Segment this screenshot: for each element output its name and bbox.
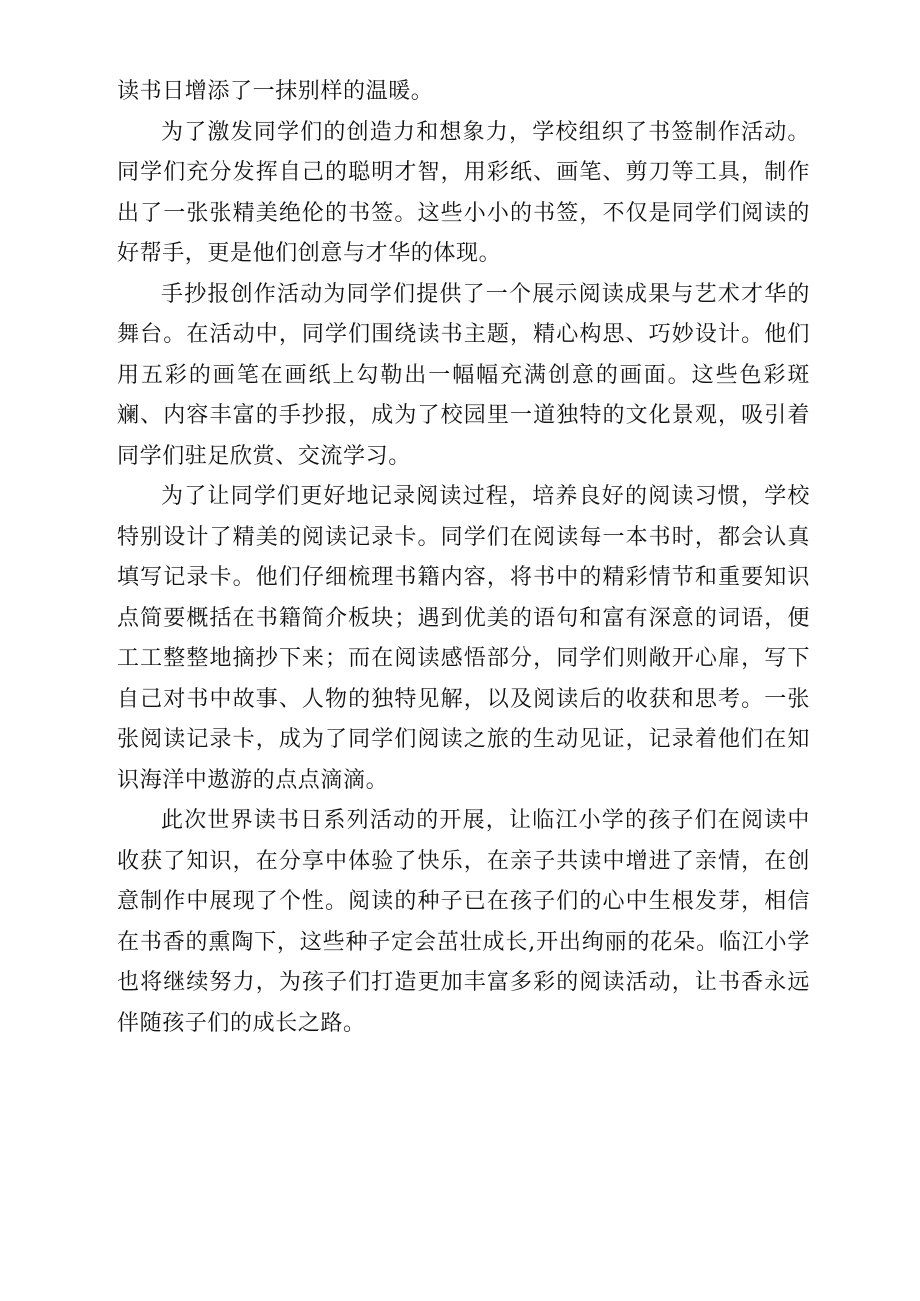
paragraph-bookmark-activity: 为了激发同学们的创造力和想象力，学校组织了书签制作活动。同学们充分发挥自己的聪明才智，用彩纸、画笔、剪刀等工具，制作出了一张张精美绝伦的书签。这些小小的书签，不仅是同学们阅读的好帮手，更是他们创意与才华的体现。: [117, 119, 810, 266]
paragraph-continuation: 读书日增添了一抹别样的温暖。: [117, 79, 434, 104]
paragraph-handwritten-newspaper: 手抄报创作活动为同学们提供了一个展示阅读成果与艺术才华的舞台。在活动中，同学们围绕读书主题，精心构思、巧妙设计。他们用五彩的画笔在画纸上勾勒出一幅幅充满创意的画面。这些色彩斑斓、内容丰富的手抄报，成为了校园里一道独特的文化景观，吸引着同学们驻足欣赏、交流学习。: [117, 281, 810, 469]
paragraph-summary: 此次世界读书日系列活动的开展，让临江小学的孩子们在阅读中收获了知识，在分享中体验了快乐，在亲子共读中增进了亲情，在创意制作中展现了个性。阅读的种子已在孩子们的心中生根发芽，相信在书香的熏陶下，这些种子定会茁壮成长,开出绚丽的花朵。临江小学也将继续努力，为孩子们打造更加丰富多彩的阅读活动，让书香永远伴随孩子们的成长之路。: [117, 808, 810, 1036]
article-body: [117, 72, 810, 1044]
paragraph-reading-record-card: 为了让同学们更好地记录阅读过程，培养良好的阅读习惯，学校特别设计了精美的阅读记录卡。同学们在阅读每一本书时，都会认真填写记录卡。他们仔细梳理书籍内容，将书中的精彩情节和重要知识点简要概括在书籍简介板块；遇到优美的语句和富有深意的词语，便工工整整地摘抄下来；而在阅读感悟部分，同学们则敞开心扉，写下自己对书中故事、人物的独特见解，以及阅读后的收获和思考。一张张阅读记录卡，成为了同学们阅读之旅的生动见证，记录着他们在知识海洋中遨游的点点滴滴。: [117, 484, 810, 793]
